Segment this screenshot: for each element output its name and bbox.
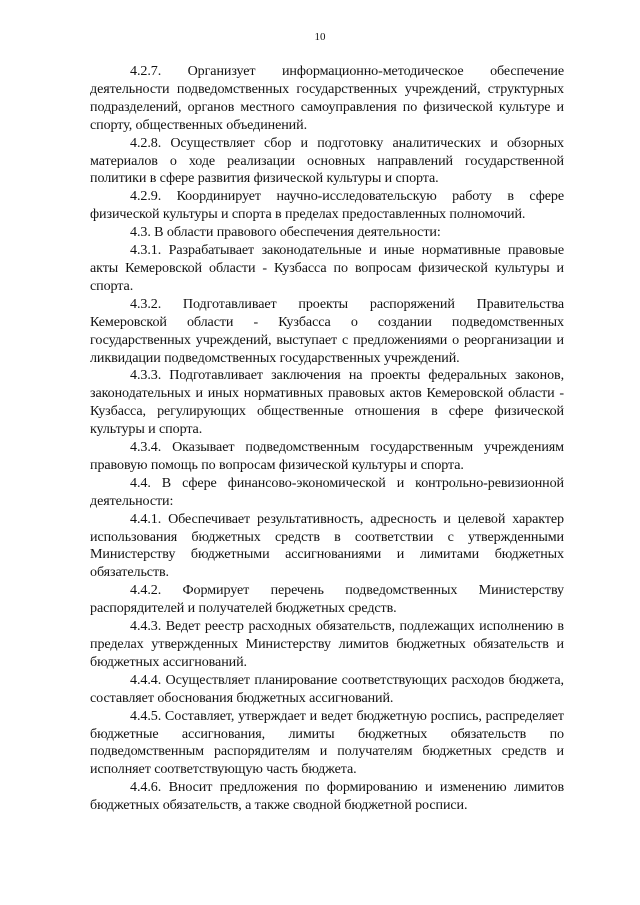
document-body [90,63,564,815]
section-heading-4-4: 4.4. В сфере финансово-экономической и контрольно-ревизионной деятельности: [90,474,564,509]
section-heading-4-3: 4.3. В области правового обеспечения деятельности: [130,224,441,241]
paragraph-4-4-1: 4.4.1. Обеспечивает результативность, адресность и целевой характер использования бюджетных средств в соответствии с утвержденными Министерству бюджетными ассигнованиями и лимитами бюджетных обязательств. [90,510,564,581]
paragraph-4-4-3: 4.4.3. Ведет реестр расходных обязательств, подлежащих исполнению в пределах утвержденных Министерству лимитов бюджетных обязательств и бюджетных ассигнований. [90,618,564,670]
paragraph-4-4-4: 4.4.4. Осуществляет планирование соответствующих расходов бюджета, составляет обоснования бюджетных ассигнований. [90,671,564,706]
paragraph-4-2-8: 4.2.8. Осуществляет сбор и подготовку аналитических и обзорных материалов о ходе реализации основных направлений государственной политики в сфере развития физической культуры и спорта. [90,134,564,187]
paragraph-4-3-2: 4.3.2. Подготавливает проекты распоряжений Правительства Кемеровской области - Кузбасса о создании подведомственных государственных учреждений, выступает с предложениями о реорганизации и ликвидации подведомственных государственных учреждений. [90,295,564,366]
paragraph-4-3-3: 4.3.3. Подготавливает заключения на проекты федеральных законов, законодательных и иных нормативных правовых актов Кемеровской области - Кузбасса, регулирующих общественные отношения в сфере физической культуры и спорта. [90,367,564,438]
paragraph-4-4-6: 4.4.6. Вносит предложения по формированию и изменению лимитов бюджетных обязательств, а также сводной бюджетной росписи. [90,779,564,814]
paragraph-4-4-2: 4.4.2. Формирует перечень подведомственных Министерству распорядителей и получателей бюджетных средств. [90,582,564,617]
paragraph-4-3-4: 4.3.4. Оказывает подведомственным государственным учреждениям правовую помощь по вопросам физической культуры и спорта. [90,439,564,473]
page-number: 10 [314,31,326,43]
paragraph-4-3-1: 4.3.1. Разрабатывает законодательные и иные нормативные правовые акты Кемеровской области - Кузбасса по вопросам физической культуры и спорта. [90,242,564,294]
paragraph-4-4-5: 4.4.5. Составляет, утверждает и ведет бюджетную роспись, распределяет бюджетные ассигнования, лимиты бюджетных обязательств по подведомственным распорядителям и получателям бюджетных средств и исполняет соответствующую часть бюджета. [90,707,564,778]
paragraph-4-2-7: 4.2.7. Организует информационно-методическое обеспечение деятельности подведомственных государственных учреждений, структурных подразделений, органов местного самоуправления по физической культуре и спорту, общественных объединений. [90,63,564,133]
paragraph-4-2-9: 4.2.9. Координирует научно-исследовательскую работу в сфере физической культуры и спорта в пределах предоставленных полномочий. [90,188,564,223]
